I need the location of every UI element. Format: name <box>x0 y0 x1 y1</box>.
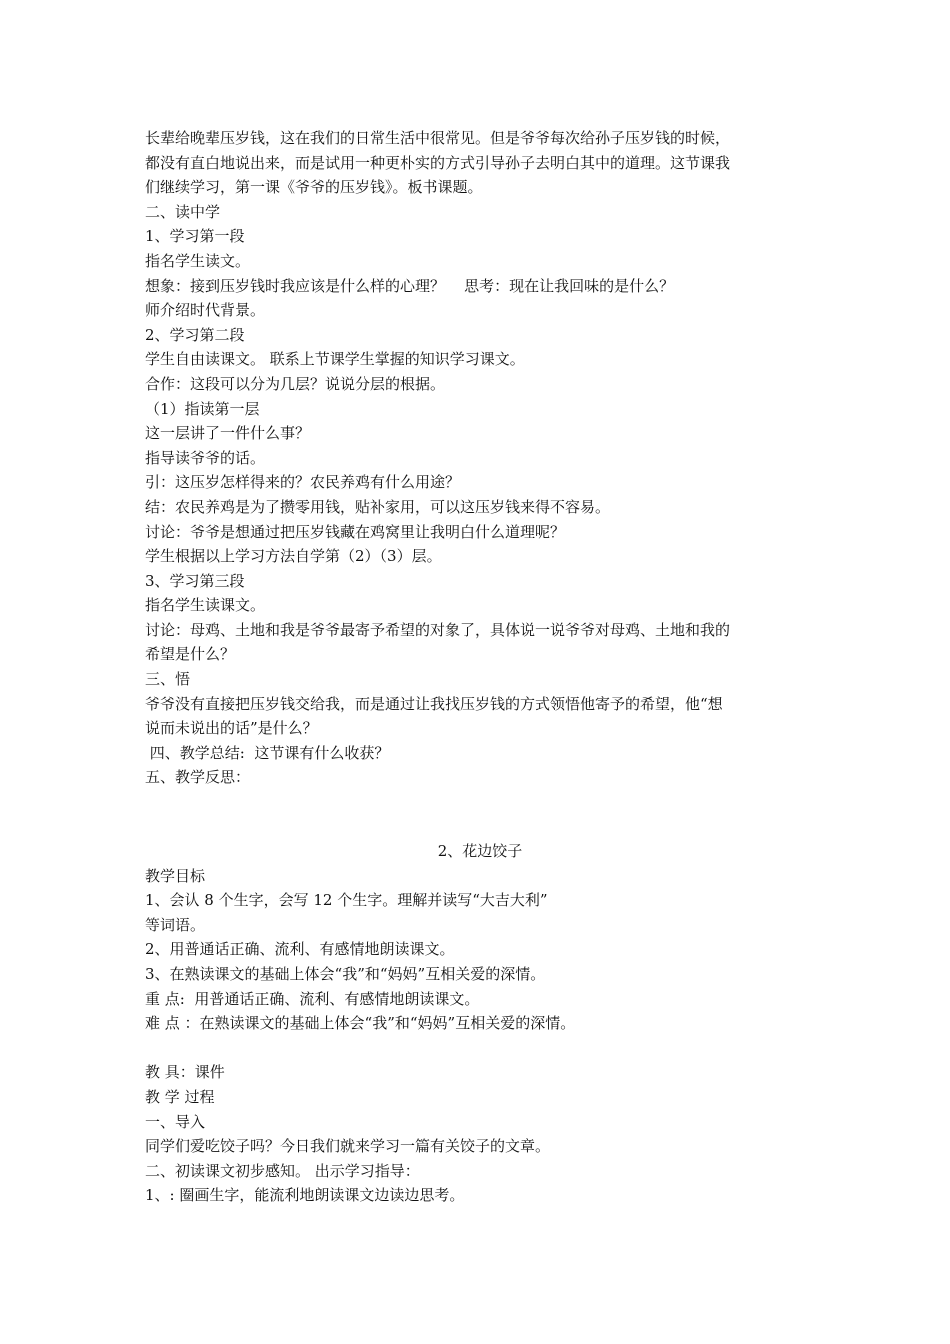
text-line: 爷爷没有直接把压岁钱交给我，而是通过让我找压岁钱的方式领悟他寄予的希望，他“想 <box>145 694 723 713</box>
text-line: 指名学生读文。 <box>145 251 251 270</box>
text-line: 指导读爷爷的话。 <box>145 448 266 467</box>
text-line: 难 点 ：在熟读课文的基础上体会“我”和“妈妈”互相关爱的深情。 <box>145 1014 576 1033</box>
section-heading: 三、悟 <box>145 670 191 689</box>
text-line: 学生根据以上学习方法自学第（2）（3）层。 <box>145 547 442 566</box>
text-line: 引：这压岁怎样得来的？农民养鸡有什么用途？ <box>145 473 461 492</box>
text-line: 讨论：母鸡、土地和我是爷爷最寄予希望的对象了，具体说一说爷爷对母鸡、土地和我的 <box>145 620 731 639</box>
section-heading: 教学目标 <box>145 866 206 885</box>
text-line: 1、: 圈画生字，能流利地朗读课文边读边思考。 <box>145 1186 465 1205</box>
document-body <box>145 126 815 1208</box>
text-line: 都没有直白地说出来，而是试用一种更朴实的方式引导孙子去明白其中的道理。这节课我 <box>145 153 731 172</box>
text-line: 教 具：课件 <box>145 1063 225 1082</box>
section-heading: 一、导入 <box>145 1112 206 1131</box>
text-line: 说而未说出的话”是什么？ <box>145 719 318 738</box>
text-line: 希望是什么？ <box>145 645 236 664</box>
lesson-title: 2、花边饺子 <box>437 842 523 861</box>
section-heading: 教 学 过程 <box>145 1087 215 1106</box>
text-line: 3、在熟读课文的基础上体会“我”和“妈妈”互相关爱的深情。 <box>145 965 546 983</box>
section-heading: 二、读中学 <box>145 202 221 221</box>
text-line: 们继续学习，第一课《爷爷的压岁钱》。板书课题。 <box>145 178 483 197</box>
section-heading: 二、初读课文初步感知。 出示学习指导： <box>145 1161 420 1180</box>
text-line: 合作：这段可以分为几层？说说分层的根据。 <box>145 374 446 393</box>
blank-line <box>145 1036 815 1061</box>
text-line: 这一层讲了一件什么事？ <box>145 424 311 443</box>
text-line: 1、会认 8 个生字，会写 12 个生字。理解并读写“大吉大利” <box>145 891 548 910</box>
text-line: 想象：接到压岁钱时我应该是什么样的心理？ 思考：现在让我回味的是什么？ <box>145 276 675 295</box>
text-line: 讨论：爷爷是想通过把压岁钱藏在鸡窝里让我明白什么道理呢？ <box>145 522 566 541</box>
subsection-heading: 1、学习第一段 <box>145 227 245 246</box>
text-line: 学生自由读课文。 联系上节课学生掌握的知识学习课文。 <box>145 350 525 369</box>
text-line: 长辈给晚辈压岁钱，这在我们的日常生活中很常见。但是爷爷每次给孙子压岁钱的时候， <box>145 129 731 147</box>
text-line: 结：农民养鸡是为了攒零用钱，贴补家用，可以这压岁钱来得不容易。 <box>145 497 611 516</box>
text-line: （1）指读第一层 <box>145 399 260 418</box>
subsection-heading: 2、学习第二段 <box>145 325 245 344</box>
section-heading: 四、教学总结: 这节课有什么收获？ <box>145 743 390 762</box>
section-heading: 五、教学反思： <box>145 768 251 787</box>
text-line: 重 点: 用普通话正确、流利、有感情地朗读课文。 <box>145 989 480 1008</box>
text-line: 师介绍时代背景。 <box>145 301 266 320</box>
subsection-heading: 3、学习第三段 <box>145 571 245 590</box>
section-spacer <box>145 790 815 839</box>
text-line: 指名学生读课文。 <box>145 596 266 615</box>
lesson-two-section <box>145 839 815 1208</box>
lesson-one-section <box>145 126 815 790</box>
text-line: 等词语。 <box>145 915 206 934</box>
text-line: 同学们爱吃饺子吗？今日我们就来学习一篇有关饺子的文章。 <box>145 1137 551 1156</box>
text-line: 2、用普通话正确、流利、有感情地朗读课文。 <box>145 940 455 959</box>
